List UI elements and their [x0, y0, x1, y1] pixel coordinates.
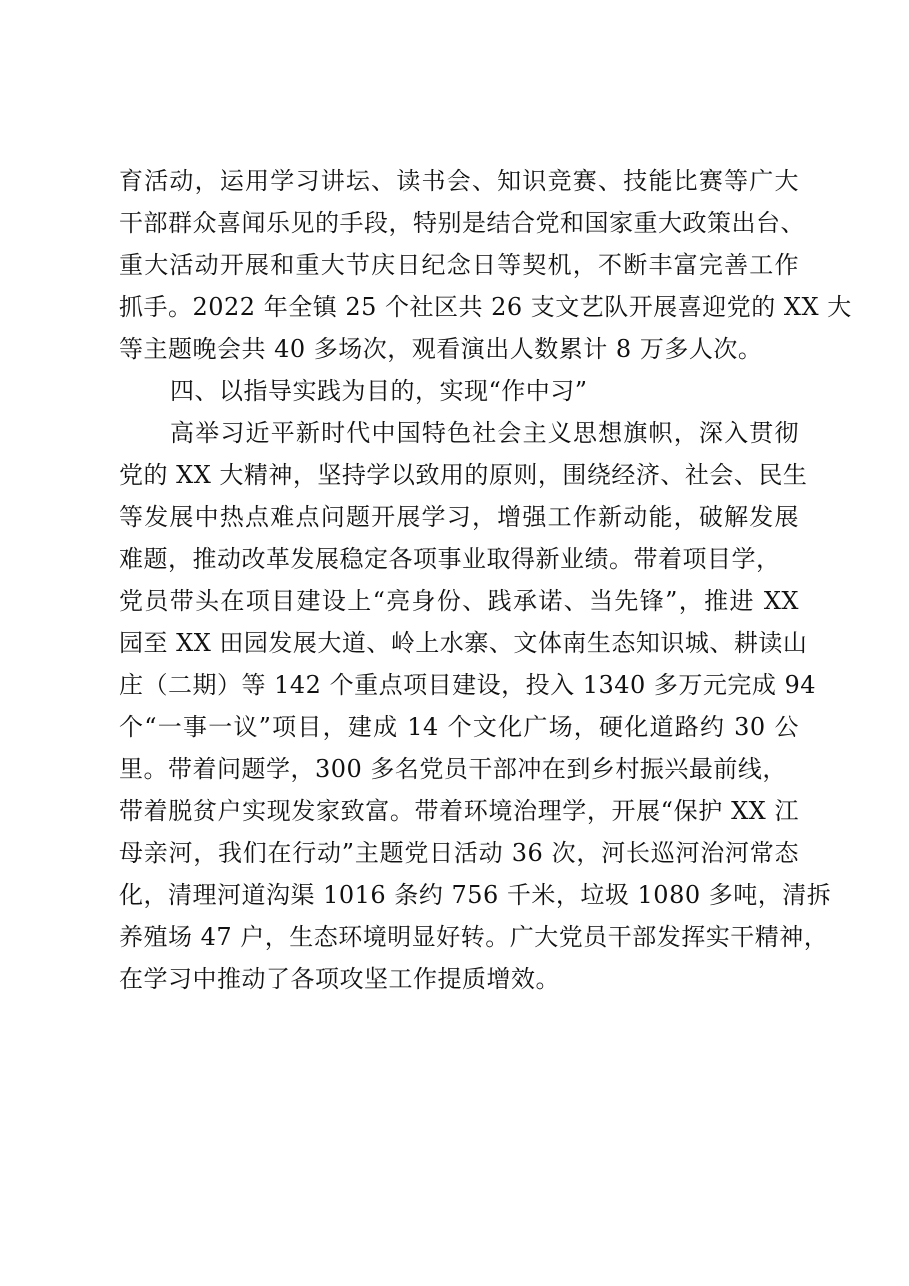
text-line-12: 园至 XX 田园发展大道、岭上水寨、文体南生态知识城、耕读山 — [119, 629, 808, 657]
text-line-20: 在学习中推动了各项攻坚工作提质增效。 — [119, 965, 560, 993]
text-line-10: 难题，推动改革发展稳定各项事业取得新业绩。带着项目学， — [119, 545, 781, 573]
text-line-8: 党的 XX 大精神，坚持学以致用的原则，围绕经济、社会、民生 — [119, 461, 808, 489]
text-line-7: 高举习近平新时代中国特色社会主义思想旗帜，深入贯彻 — [170, 419, 799, 447]
text-line-16: 带着脱贫户实现发家致富。带着环境治理学，开展“保护 XX 江 — [119, 797, 799, 825]
text-line-19: 养殖场 47 户，生态环境明显好转。广大党员干部发挥实干精神， — [119, 923, 829, 951]
text-line-3: 重大活动开展和重大节庆日纪念日等契机，不断丰富完善工作 — [119, 251, 799, 279]
text-line-4: 抓手。2022 年全镇 25 个社区共 26 支文艺队开展喜迎党的 XX 大 — [119, 293, 852, 321]
text-line-14: 个“一事一议”项目，建成 14 个文化广场，硬化道路约 30 公 — [119, 713, 799, 741]
text-line-13: 庄（二期）等 142 个重点项目建设，投入 1340 多万元完成 94 — [119, 671, 817, 699]
text-line-2: 干部群众喜闻乐见的手段，特别是结合党和国家重大政策出台、 — [119, 209, 805, 237]
text-line-9: 等发展中热点难点问题开展学习，增强工作新动能，破解发展 — [119, 503, 799, 531]
text-line-5: 等主题晚会共 40 多场次，观看演出人数累计 8 万多人次。 — [119, 335, 763, 363]
text-line-1: 育活动，运用学习讲坛、读书会、知识竞赛、技能比赛等广大 — [119, 167, 799, 195]
body-text — [119, 160, 852, 1000]
text-line-15: 里。带着问题学，300 多名党员干部冲在到乡村振兴最前线， — [119, 755, 787, 783]
text-line-17: 母亲河，我们在行动”主题党日活动 36 次，河长巡河治河常态 — [119, 839, 799, 867]
text-line-18: 化，清理河道沟渠 1016 条约 756 千米，垃圾 1080 多吨，清拆 — [119, 881, 832, 909]
section-heading: 四、以指导实践为目的，实现“作中习” — [170, 377, 588, 405]
text-line-11: 党员带头在项目建设上“亮身份、践承诺、当先锋”，推进 XX — [119, 587, 799, 615]
